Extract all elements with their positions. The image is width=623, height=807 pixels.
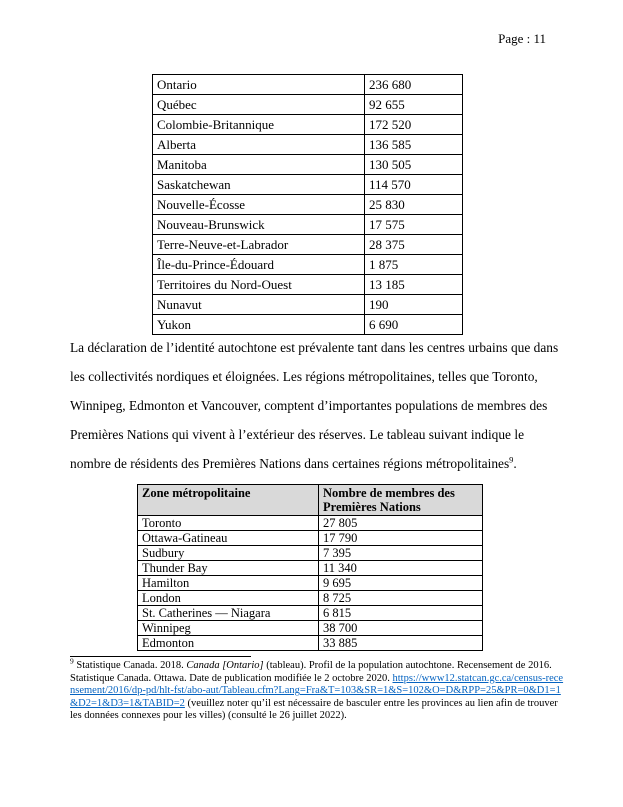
row-value: 25 830: [365, 195, 463, 215]
table-row: [138, 531, 483, 546]
row-label: Nunavut: [153, 295, 365, 315]
row-value: 6 815: [319, 606, 483, 621]
row-value: 17 790: [319, 531, 483, 546]
footnote-reference: 9: [509, 454, 514, 465]
row-label: Territoires du Nord-Ouest: [153, 275, 365, 295]
table-row: [153, 75, 463, 95]
row-value: 130 505: [365, 155, 463, 175]
table-row: [153, 235, 463, 255]
row-label: Toronto: [138, 516, 319, 531]
row-value: 9 695: [319, 576, 483, 591]
row-value: 27 805: [319, 516, 483, 531]
table-row: [153, 275, 463, 295]
row-value: 17 575: [365, 215, 463, 235]
table-row: [138, 636, 483, 651]
table-row: [153, 175, 463, 195]
row-label: Ottawa-Gatineau: [138, 531, 319, 546]
table-header-row: [138, 485, 483, 516]
row-value: 8 725: [319, 591, 483, 606]
table-row: [153, 215, 463, 235]
metro-table-body: [138, 516, 483, 651]
table-row: [153, 315, 463, 335]
table-row: [153, 135, 463, 155]
row-value: 190: [365, 295, 463, 315]
row-label: Terre-Neuve-et-Labrador: [153, 235, 365, 255]
province-table-body: [153, 75, 463, 335]
footnote-text-1: Statistique Canada. 2018.: [73, 660, 187, 671]
footnote-text-3: (veuillez noter qu’il est nécessaire de basculer entre les provinces au lien afin de trouver les données connexes pour les villes) (consulté le 26 juillet 2022).: [70, 697, 558, 722]
row-value: 136 585: [365, 135, 463, 155]
province-population-table: [152, 74, 463, 335]
row-value: 114 570: [365, 175, 463, 195]
row-label: Québec: [153, 95, 365, 115]
table-row: [153, 295, 463, 315]
table-row: [138, 546, 483, 561]
table-row: [153, 195, 463, 215]
paragraph-period: .: [513, 455, 517, 471]
row-label: Thunder Bay: [138, 561, 319, 576]
row-label: Hamilton: [138, 576, 319, 591]
row-value: 6 690: [365, 315, 463, 335]
footnote-marker: 9: [70, 656, 74, 666]
row-value: 1 875: [365, 255, 463, 275]
metro-population-table: [137, 484, 483, 651]
row-label: Manitoba: [153, 155, 365, 175]
row-label: Colombie-Britannique: [153, 115, 365, 135]
row-label: Alberta: [153, 135, 365, 155]
row-label: St. Catherines — Niagara: [138, 606, 319, 621]
row-label: Yukon: [153, 315, 365, 335]
row-value: 13 185: [365, 275, 463, 295]
row-label: Ontario: [153, 75, 365, 95]
row-value: 92 655: [365, 95, 463, 115]
row-label: Edmonton: [138, 636, 319, 651]
table-row: [138, 591, 483, 606]
row-label: Saskatchewan: [153, 175, 365, 195]
table-row: [153, 95, 463, 115]
row-value: 38 700: [319, 621, 483, 636]
table-row: [138, 516, 483, 531]
column-header-count: Nombre de membres des Premières Nations: [319, 485, 483, 516]
row-value: 33 885: [319, 636, 483, 651]
body-paragraph: [70, 334, 567, 479]
row-label: Île-du-Prince-Édouard: [153, 255, 365, 275]
row-value: 7 395: [319, 546, 483, 561]
footnote-link[interactable]: https://www12.statcan.gc.ca/census-recensement/2016/dp-pd/hlt-fst/abo-aut/Tableau.cfm?Lang=Fra&T=103&SR=1&S=102&O=D&RPP=25&PR=0&D1=1&D2=1&D3=1&TABID=2: [70, 672, 564, 709]
footnote-text-2: (tableau). Profil de la population autochtone. Recensement de 2016. Statistique Canada. Ottawa. Date de publication modifiée le 2 octobre 2020.: [70, 660, 552, 684]
row-label: Nouvelle-Écosse: [153, 195, 365, 215]
table-row: [138, 576, 483, 591]
row-value: 236 680: [365, 75, 463, 95]
row-label: Sudbury: [138, 546, 319, 561]
page-number: Page : 11: [498, 31, 546, 46]
table-row: [138, 561, 483, 576]
row-label: Winnipeg: [138, 621, 319, 636]
row-value: 28 375: [365, 235, 463, 255]
row-value: 172 520: [365, 115, 463, 135]
row-value: 11 340: [319, 561, 483, 576]
table-row: [153, 155, 463, 175]
footnote: [70, 656, 567, 723]
paragraph-text: La déclaration de l’identité autochtone est prévalente tant dans les centres urbains que dans les collectivités nordiques et éloignées. Les régions métropolitaines, telles que Toronto, Winnipeg, Edmonton et Vancouver, comptent d’importantes populations de membres des Premières Nations qui vivent à l’extérieur des réserves. Le tableau suivant indique le nombre de résidents des Premières Nations dans certaines régions métropolitaines: [70, 340, 559, 471]
footnote-separator: [70, 656, 251, 657]
table-row: [153, 115, 463, 135]
column-header-zone: Zone métropolitaine: [138, 485, 319, 516]
row-label: London: [138, 591, 319, 606]
footnote-italic-title: Canada [Ontario]: [186, 660, 264, 671]
table-row: [153, 255, 463, 275]
row-label: Nouveau-Brunswick: [153, 215, 365, 235]
table-row: [138, 621, 483, 636]
table-row: [138, 606, 483, 621]
